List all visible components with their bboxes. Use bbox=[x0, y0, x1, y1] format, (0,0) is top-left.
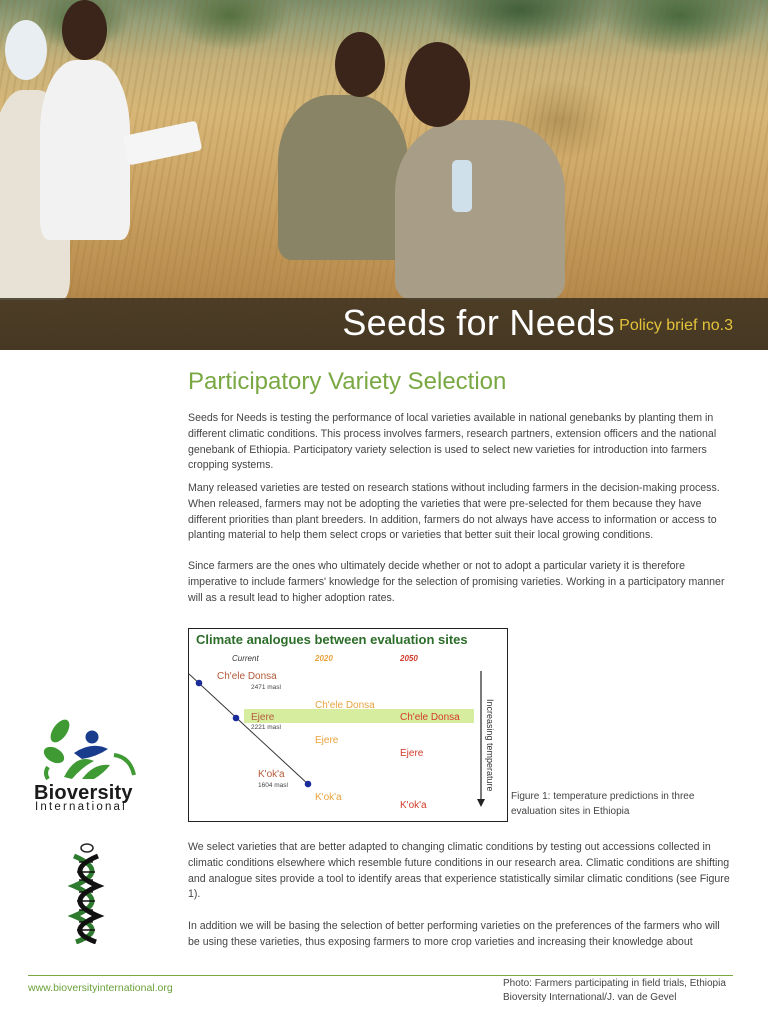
current-site-elevation: 2221 masl bbox=[251, 724, 281, 731]
paragraph: In addition we will be basing the selection of better performing varieties on the preferences of the farmers who will be using these varieties, thus exposing farmers to more crop varieties and increasing their knowledge about bbox=[188, 920, 720, 948]
current-site-label: K'ok'a bbox=[258, 769, 285, 780]
title-banner bbox=[0, 298, 768, 350]
current-site-elevation: 2471 masl bbox=[251, 684, 281, 691]
photo-credit-line: Photo: Farmers participating in field trials, Ethiopia bbox=[503, 978, 726, 989]
current-site-label: Ch'ele Donsa bbox=[217, 671, 277, 682]
current-site-elevation: 1604 masl bbox=[258, 782, 288, 789]
elevation-line bbox=[189, 674, 309, 785]
bioversity-subtitle: International bbox=[35, 801, 127, 813]
paragraph: Since farmers are the ones who ultimately decide whether or not to adopt a particular variety it is therefore imperative to include farmers' knowledge for the selection of promising varieties. Working in a participatory manner will as a result lead to higher adoption rates. bbox=[188, 560, 725, 604]
farmer-figure bbox=[395, 120, 565, 300]
farmer-figure bbox=[40, 60, 130, 240]
current-site-label: Ejere bbox=[251, 712, 275, 723]
paragraph: Seeds for Needs is testing the performance of local varieties available in national genebanks by planting them in different climatic conditions. This process involves farmers, research partners, extension officers and the national genebank of Ethiopia. Participatory variety selection is used to select new varieties for introduction into farmers cropping systems. bbox=[188, 412, 717, 472]
site-point bbox=[233, 715, 240, 722]
site-2020-label: Ejere bbox=[315, 735, 339, 746]
bioversity-wordmark: Bioversity bbox=[34, 782, 133, 804]
site-2050-label: Ejere bbox=[400, 748, 424, 759]
column-header-2050: 2050 bbox=[400, 654, 418, 663]
hero-photo bbox=[0, 0, 768, 350]
figure-caption: Figure 1: temperature predictions in three evaluation sites in Ethiopia bbox=[511, 791, 695, 817]
footer-divider bbox=[28, 975, 733, 976]
site-point bbox=[196, 680, 203, 687]
column-header-current: Current bbox=[232, 654, 259, 663]
dna-helix-icon bbox=[64, 842, 108, 944]
paragraph: We select varieties that are better adapted to changing climatic conditions by testing out accessions collected in climatic conditions elsewhere which resemble future conditions in our research area. Climatic conditions are shifting and analogue sites provide a tool to identify areas that experience statistically similar climatic conditions (see Figure 1). bbox=[188, 841, 730, 901]
paragraph: Many released varieties are tested on research stations without including farmers in the decision-making process. When released, farmers may not be adopting the varieties that were pre-selected for them because they have different priorities than plant breeders. In addition, farmers do not always have access to information or access to planting material to help them select crops or varieties that better suit their local growing conditions. bbox=[188, 482, 720, 542]
site-point bbox=[305, 781, 312, 788]
water-bottle bbox=[452, 160, 472, 212]
farmer-head bbox=[62, 0, 107, 60]
tree-line bbox=[0, 0, 768, 60]
arrow-head-icon bbox=[477, 799, 485, 807]
site-2020-label: K'ok'a bbox=[315, 792, 342, 803]
policy-brief-number: Policy brief no.3 bbox=[619, 317, 733, 334]
section-heading: Participatory Variety Selection bbox=[188, 368, 507, 395]
photo-credit-line: Bioversity International/J. van de Gevel bbox=[503, 992, 677, 1003]
publication-title: Seeds for Needs bbox=[342, 302, 615, 343]
farmer-head bbox=[5, 20, 47, 80]
site-2050-label: K'ok'a bbox=[400, 800, 427, 811]
figure-diagram bbox=[189, 629, 507, 821]
farmer-figure bbox=[278, 95, 408, 260]
website-link[interactable]: www.bioversityinternational.org bbox=[28, 982, 173, 994]
farmer-head bbox=[405, 42, 470, 127]
temperature-arrow-label: Increasing temperature bbox=[485, 699, 495, 792]
figure-climate-analogues bbox=[188, 628, 508, 822]
farmer-head bbox=[335, 32, 385, 97]
figure-title: Climate analogues between evaluation sites bbox=[196, 632, 468, 647]
bioversity-logo bbox=[34, 715, 154, 815]
site-2050-label: Ch'ele Donsa bbox=[400, 712, 460, 723]
site-2020-label: Ch'ele Donsa bbox=[315, 700, 375, 711]
bioversity-emblem-icon bbox=[34, 715, 154, 785]
column-header-2020: 2020 bbox=[315, 654, 333, 663]
photo-credit bbox=[503, 977, 726, 1005]
notebook bbox=[123, 121, 203, 166]
